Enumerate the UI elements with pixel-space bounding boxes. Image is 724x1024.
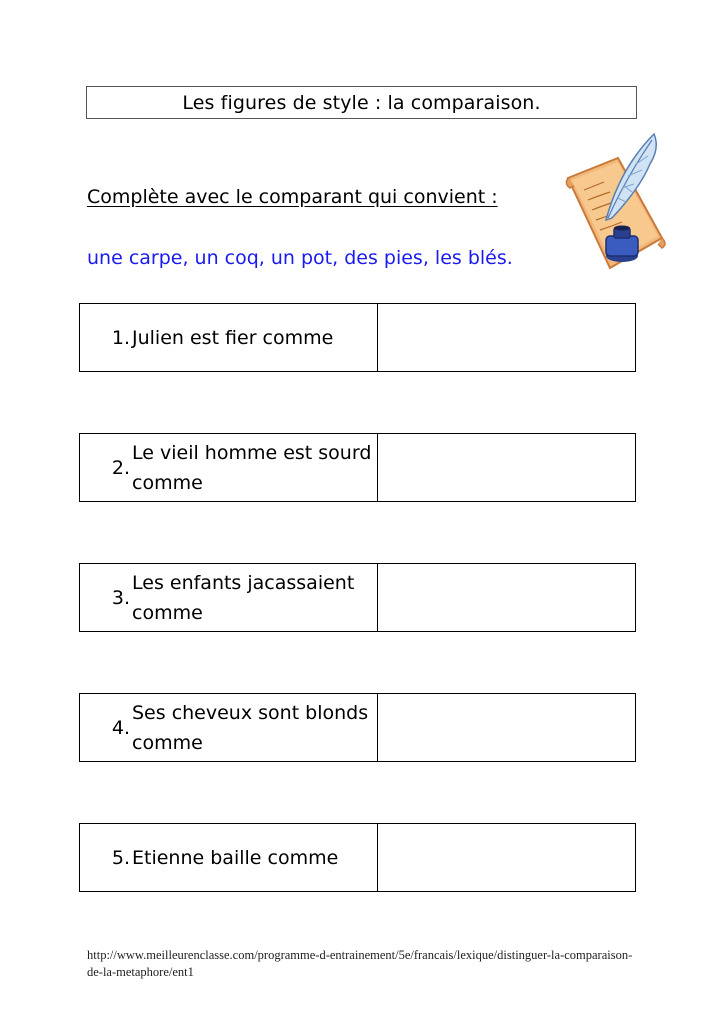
answer-cell[interactable] [378, 304, 635, 371]
instruction-text: Complète avec le comparant qui convient : [87, 186, 498, 208]
exercise-number: 2. [111, 456, 130, 479]
exercise-prompt [80, 824, 378, 891]
exercise-text: Etienne baille comme [132, 846, 339, 869]
exercise-row [79, 693, 636, 762]
exercise-number: 5. [111, 846, 130, 869]
exercise-row [79, 303, 636, 372]
exercise-prompt [80, 304, 378, 371]
source-url: http://www.meilleurenclasse.com/programme-d-entrainement/5e/francais/lexique/distinguer-la-comparaison-de-la-metaphore/ent1 [87, 948, 633, 979]
answer-cell[interactable] [378, 434, 635, 501]
exercise-text: Ses cheveux sont blonds comme [132, 701, 369, 754]
exercise-row [79, 433, 636, 502]
exercise-number: 1. [111, 326, 130, 349]
exercise-number: 3. [111, 586, 130, 609]
answer-cell[interactable] [378, 694, 635, 761]
answer-cell[interactable] [378, 824, 635, 891]
quill-and-parchment-icon [562, 128, 666, 270]
word-list: une carpe, un coq, un pot, des pies, les blés. [87, 247, 513, 269]
exercise-prompt [80, 564, 378, 631]
exercise-number: 4. [111, 716, 130, 739]
exercise-text: Julien est fier comme [132, 326, 334, 349]
exercise-prompt [80, 434, 378, 501]
answer-cell[interactable] [378, 564, 635, 631]
exercise-prompt [80, 694, 378, 761]
exercise-row [79, 823, 636, 892]
exercise-text: Les enfants jacassaient comme [132, 571, 355, 624]
page-title: Les figures de style : la comparaison. [86, 86, 637, 119]
exercise-text: Le vieil homme est sourd comme [132, 441, 372, 494]
exercise-row [79, 563, 636, 632]
